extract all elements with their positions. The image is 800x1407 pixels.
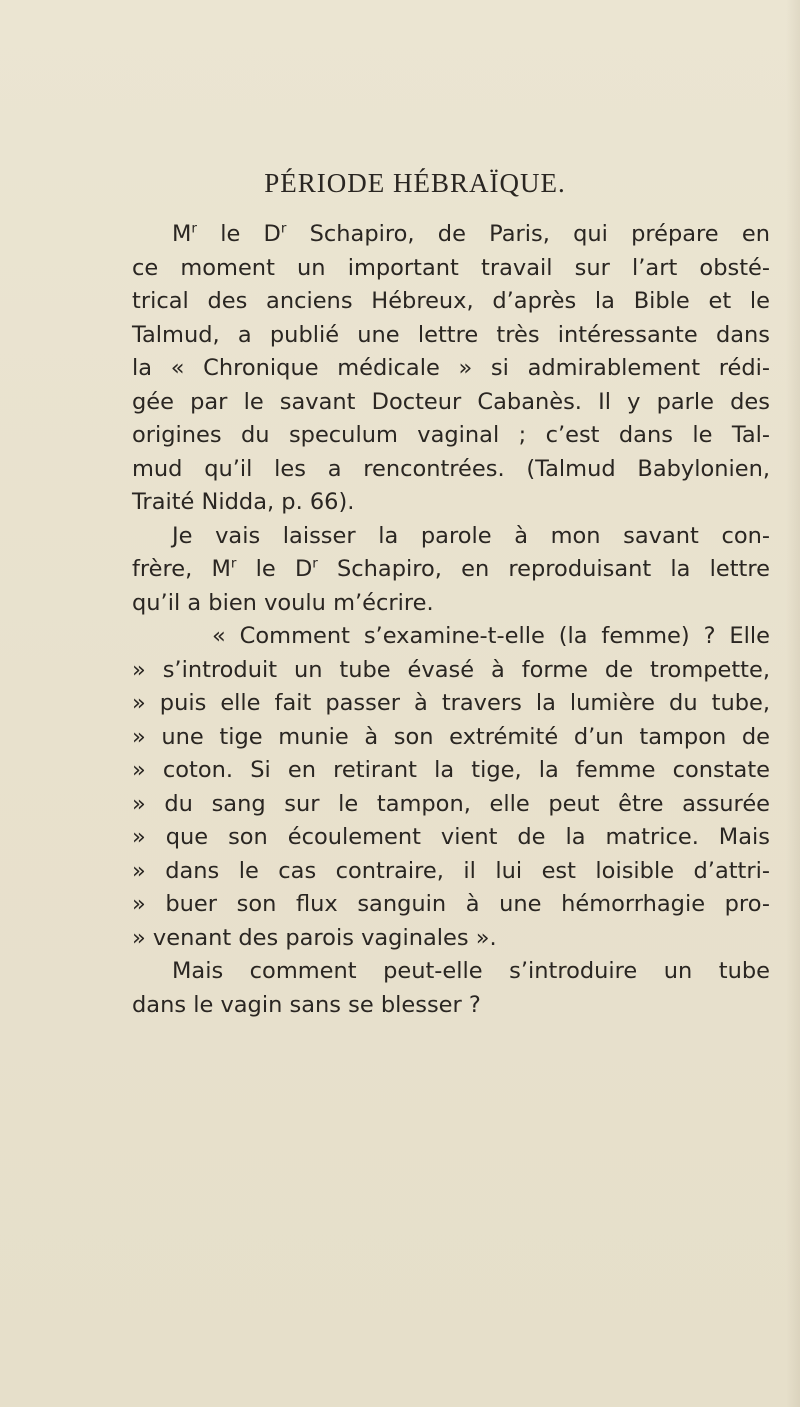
paragraph-1 (132, 218, 770, 520)
quote-line: » dans le cas contraire, il lui est loisible d’attri- (132, 857, 770, 884)
text-line: gée par le savant Docteur Cabanès. Il y parle des (132, 388, 770, 415)
text-line: dans le vagin sans se blesser ? (132, 991, 481, 1018)
quote-line: » coton. Si en retirant la tige, la femme constate (132, 757, 770, 783)
text-line: Talmud, a publié une lettre très intéressante dans (132, 321, 770, 348)
quote-line: » du sang sur le tampon, elle peut être assurée (132, 790, 770, 817)
quote-line: » que son écoulement vient de la matrice. Mais (132, 824, 770, 850)
body-text (132, 218, 770, 1022)
page-edge-shadow (786, 0, 800, 1407)
text-line: frère, $M^r$ le $D^r$ Schapiro, en reproduisant la lettre (132, 555, 770, 582)
quote-line: » une tige munie à son extrémité d’un tampon de (132, 723, 770, 750)
text-line: Mais comment peut-elle s’introduire un tube (172, 958, 770, 984)
quote-line: » s’introduit un tube évasé à forme de trompette, (132, 656, 770, 683)
text-line: mud qu’il les a rencontrées. (Talmud Babylonien, (132, 455, 770, 482)
text-line: Je vais laisser la parole à mon savant con- (172, 522, 770, 549)
text-line: la « Chronique médicale » si admirablement rédi- (132, 355, 770, 381)
paragraph-2 (132, 520, 770, 621)
quote-line: » puis elle fait passer à travers la lumière du tube, (132, 690, 770, 716)
text-line: $M^r$ le $D^r$ Schapiro, de Paris, qui prépare en (172, 220, 770, 247)
text-line: origines du speculum vaginal ; c’est dans le Tal- (132, 422, 770, 448)
quote-line: « Comment s’examine-t-elle (la femme) ? Elle (212, 623, 770, 649)
text-line: qu’il a bien voulu m’écrire. (132, 589, 434, 616)
text-line: trical des anciens Hébreux, d’après la Bible et le (132, 288, 770, 314)
quotation-paragraph (132, 620, 770, 955)
paragraph-4 (132, 955, 770, 1022)
quote-line: » venant des parois vaginales ». (132, 924, 497, 951)
page-header: PÉRIODE HÉBRAÏQUE. (264, 168, 566, 198)
text-line: ce moment un important travail sur l’art obsté- (132, 254, 770, 281)
text-line: Traité Nidda, p. 66). (132, 489, 355, 515)
quote-line: » buer son flux sanguin à une hémorrhagie pro- (132, 891, 770, 917)
